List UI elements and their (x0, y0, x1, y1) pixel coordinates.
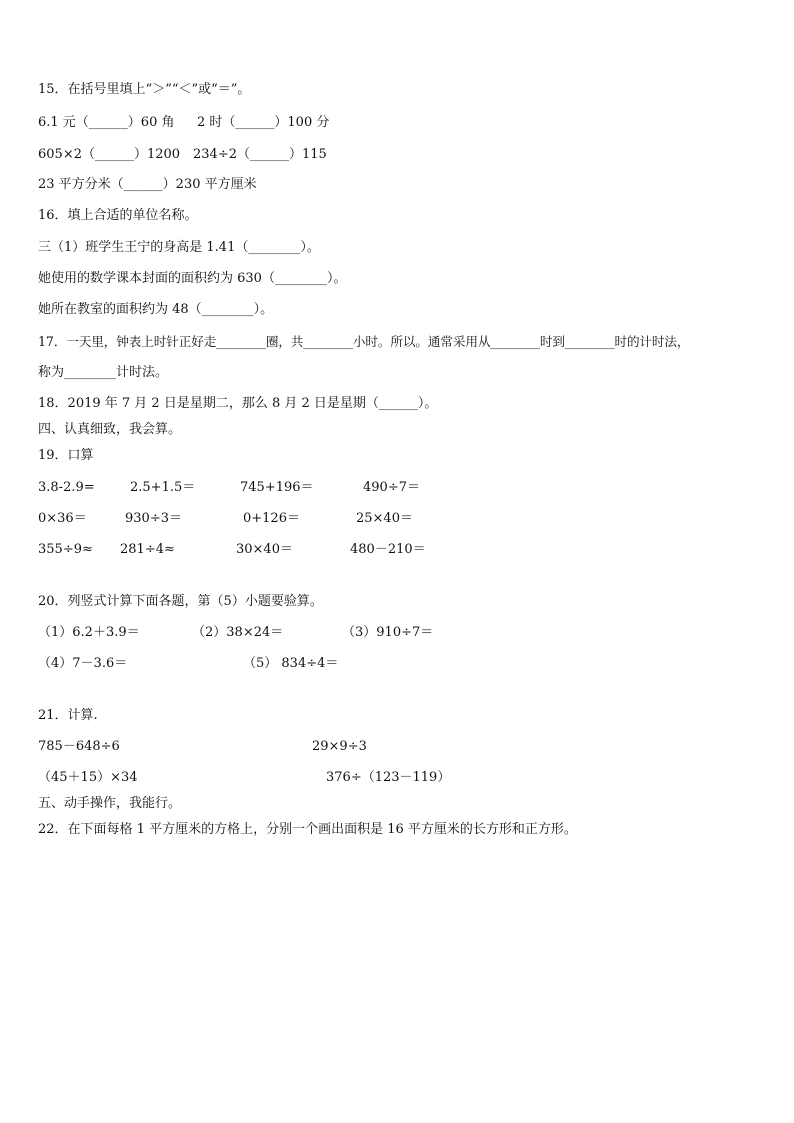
q16-title: 16．填上合适的单位名称。 (38, 208, 198, 223)
q17-line-2: 称为________计时法。 (38, 365, 169, 380)
q17-line-1: 17．一天里，钟表上时针正好走________圈，共________小时。所以。通常采用从________时到________时的计时法， (38, 334, 690, 349)
mental-math-item: 0×36＝ (38, 511, 87, 526)
mental-math-item: 355÷9≈ (38, 542, 93, 557)
mental-math-item: 480－210＝ (350, 542, 426, 557)
section-4-title: 四、认真细致，我会算。 (38, 422, 182, 437)
calc-item: （45＋15）×34 (38, 770, 138, 785)
mental-math-item: 3.8-2.9= (38, 480, 95, 495)
mental-math-item: 930÷3＝ (125, 511, 182, 526)
q15-item: 2 时（______）100 分 (197, 115, 330, 130)
calc-item: 376÷（123－119） (326, 770, 451, 785)
q18-text: 18．2019 年 7 月 2 日是星期二，那么 8 月 2 日是星期（______）。 (38, 396, 438, 411)
calc-item: 785－648÷6 (38, 739, 120, 754)
calc-item: 29×9÷3 (312, 739, 367, 754)
q15-title: 15．在括号里填上“＞”“＜”或“＝”。 (38, 82, 251, 97)
vertical-calc-item: （3）910÷7＝ (342, 625, 434, 640)
q19-title: 19．口算 (38, 448, 94, 463)
mental-math-item: 25×40＝ (356, 511, 413, 526)
q16-line-1: 三（1）班学生王宁的身高是 1.41（________）。 (38, 240, 320, 255)
vertical-calc-item: （4）7－3.6＝ (38, 656, 128, 671)
q20-title: 20．列竖式计算下面各题，第（5）小题要验算。 (38, 594, 323, 609)
vertical-calc-item: （5） 834÷4＝ (243, 656, 339, 671)
vertical-calc-item: （2）38×24＝ (192, 625, 284, 640)
q15-item: 6.1 元（______）60 角 (38, 115, 175, 130)
mental-math-item: 30×40＝ (236, 542, 293, 557)
q15-item: 605×2（______）1200 (38, 147, 181, 162)
mental-math-item: 281÷4≈ (120, 542, 175, 557)
mental-math-item: 2.5+1.5＝ (130, 480, 196, 495)
mental-math-item: 0+126＝ (243, 511, 300, 526)
vertical-calc-item: （1）6.2＋3.9＝ (38, 625, 140, 640)
q21-title: 21．计算. (38, 708, 98, 723)
q22-text: 22．在下面每格 1 平方厘米的方格上，分别一个画出面积是 16 平方厘米的长方形和正方形。 (38, 822, 577, 837)
q15-item: 234÷2（______）115 (193, 147, 327, 162)
q16-line-3: 她所在教室的面积约为 48（________）。 (38, 302, 274, 317)
section-5-title: 五、动手操作，我能行。 (38, 796, 182, 811)
mental-math-item: 490÷7＝ (363, 480, 420, 495)
q20-row-2 (38, 656, 339, 704)
q16-line-2: 她使用的数学课本封面的面积约为 630（________）。 (38, 271, 347, 286)
q15-row-3: 23 平方分米（______）230 平方厘米 (38, 177, 257, 192)
mental-math-item: 745+196＝ (240, 480, 314, 495)
